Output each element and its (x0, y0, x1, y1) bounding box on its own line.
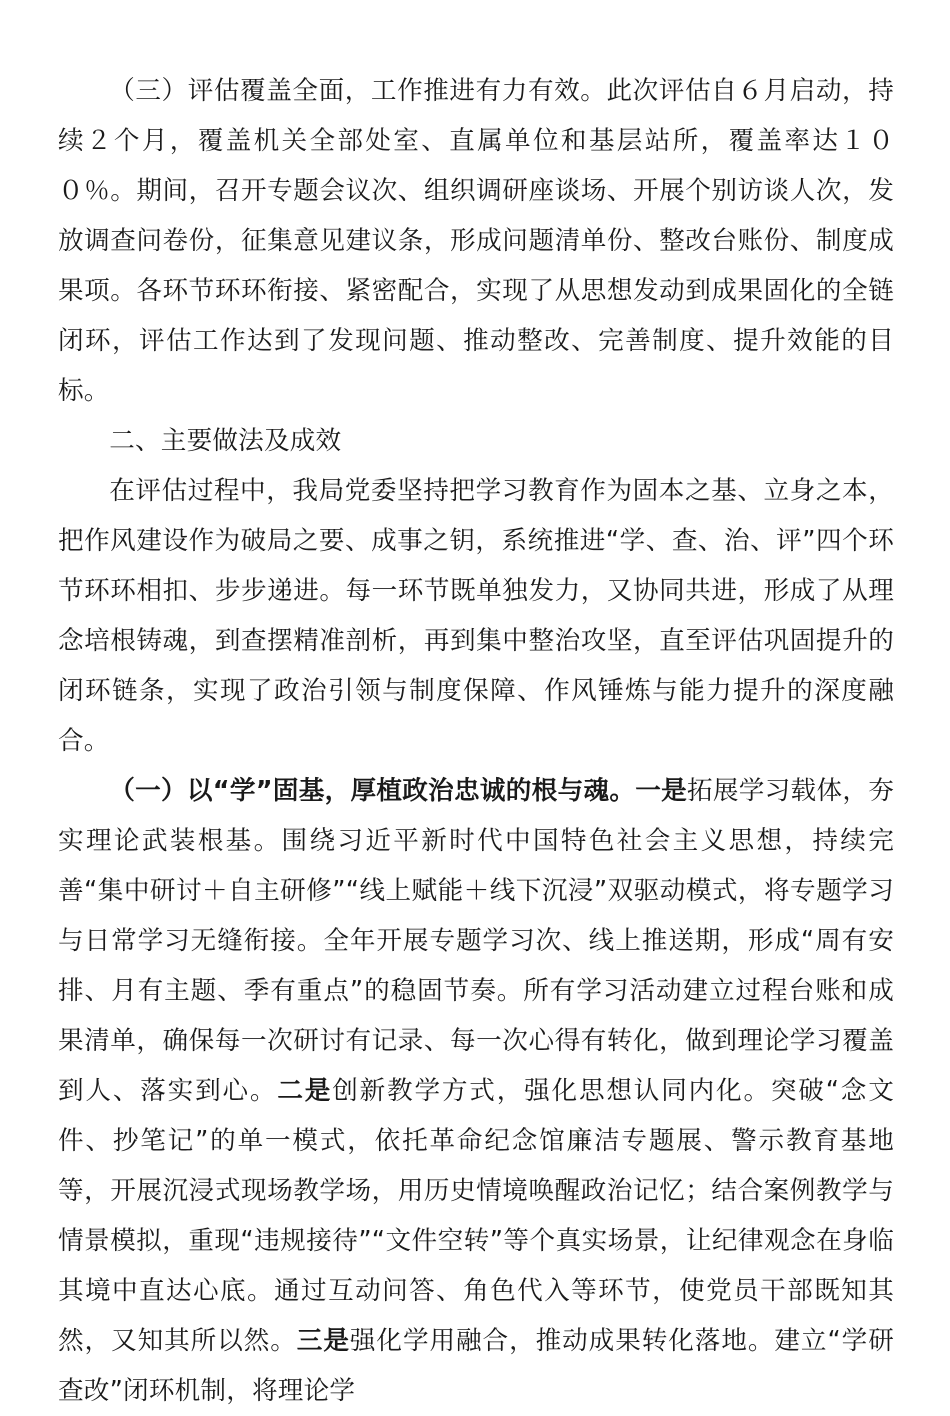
study-heading: （一）以“学”固基，厚植政治忠诚的根与魂。 (109, 776, 636, 806)
paragraph-study (58, 766, 894, 1416)
section-heading: 二、主要做法及成效 (109, 426, 342, 456)
point-3-text: 强化学用融合，推动成果转化落地。建立“学研查改”闭环机制，将理论学 (58, 1326, 894, 1406)
document-body (58, 66, 894, 1416)
point-1-label: 一是 (635, 776, 688, 806)
point-2-label: 二是 (277, 1076, 333, 1106)
paragraph-intro: 在评估过程中，我局党委坚持把学习教育作为固本之基、立身之本，把作风建设作为破局之要、成事之钥，系统推进“学、查、治、评”四个环节环环相扣、步步递进。每一环节既单独发力，又协同共进，形成了从理念培根铸魂，到查摆精准剖析，再到集中整治攻坚，直至评估巩固提升的闭环链条，实现了政治引领与制度保障、作风锤炼与能力提升的深度融合。 (58, 476, 894, 756)
paragraph-coverage: （三）评估覆盖全面，工作推进有力有效。此次评估自６月启动，持续２个月，覆盖机关全部处室、直属单位和基层站所，覆盖率达１００％。期间，召开专题会议次、组织调研座谈场、开展个别访谈人次，发放调查问卷份，征集意见建议条，形成问题清单份、整改台账份、制度成果项。各环节环环衔接、紧密配合，实现了从思想发动到成果固化的全链闭环，评估工作达到了发现问题、推动整改、完善制度、提升效能的目标。 (58, 76, 894, 406)
point-1-text: 拓展学习载体，夯实理论武装根基。围绕习近平新时代中国特色社会主义思想，持续完善“集中研讨＋自主研修”“线上赋能＋线下沉浸”双驱动模式，将专题学习与日常学习无缝衔接。全年开展专题学习次、线上推送期，形成“周有安排、月有主题、季有重点”的稳固节奏。所有学习活动建立过程台账和成果清单，确保每一次研讨有记录、每一次心得有转化，做到理论学习覆盖到人、落实到心。 (58, 776, 895, 1106)
point-3-label: 三是 (296, 1326, 350, 1356)
point-2-text: 创新教学方式，强化思想认同内化。突破“念文件、抄笔记”的单一模式，依托革命纪念馆廉洁专题展、警示教育基地等，开展沉浸式现场教学场，用历史情境唤醒政治记忆；结合案例教学与情景模拟，重现“违规接待”“文件空转”等个真实场景，让纪律观念在身临其境中直达心底。通过互动问答、角色代入等环节，使党员干部既知其然，又知其所以然。 (58, 1076, 894, 1356)
